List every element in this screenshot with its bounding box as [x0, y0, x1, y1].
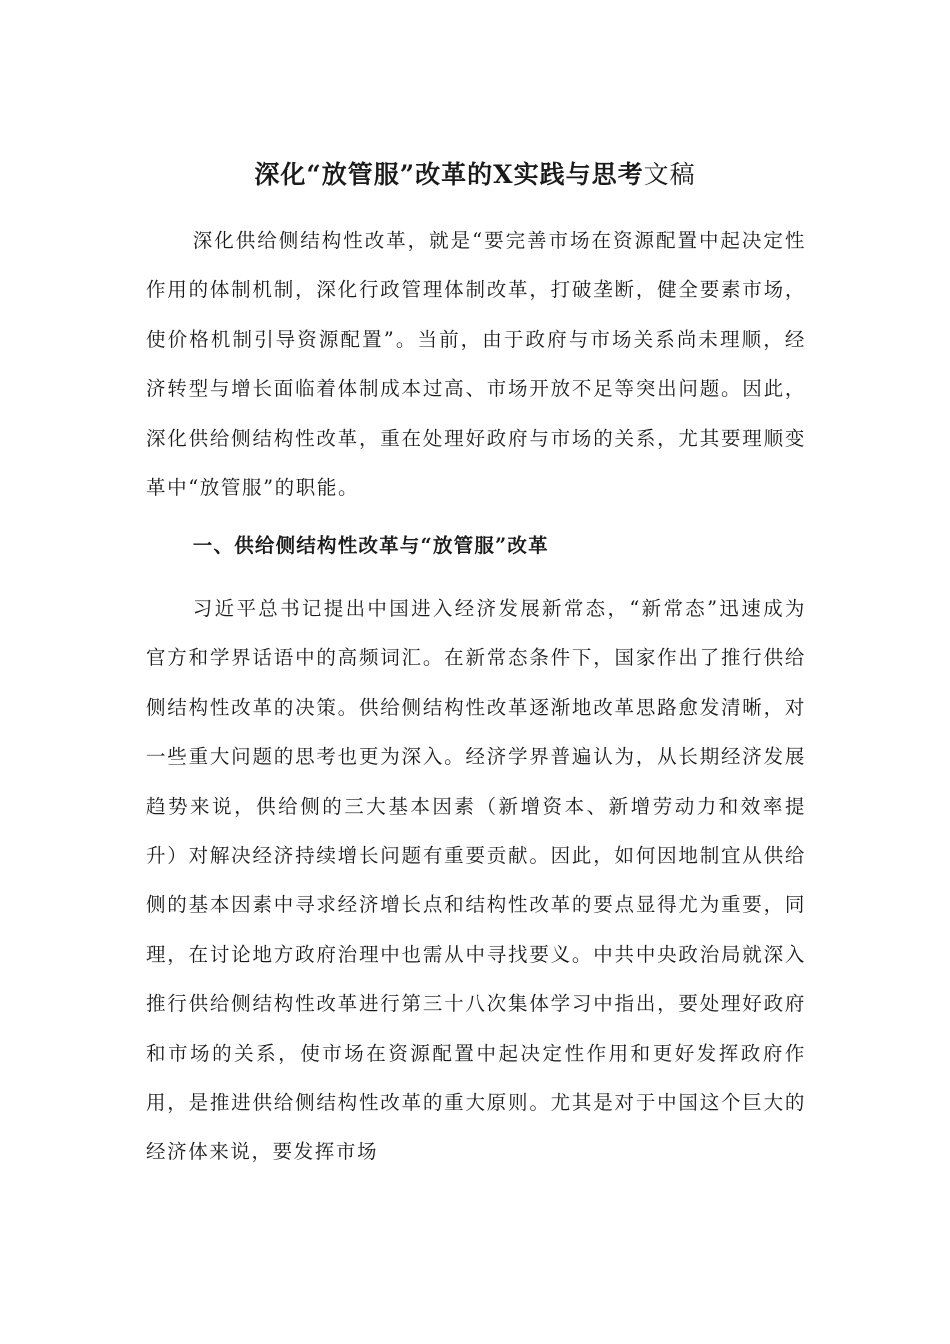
document-title	[0, 156, 950, 194]
title-suffix: 文稿	[643, 160, 696, 189]
title-main: 深化“放管服”改革的X实践与思考	[254, 160, 644, 189]
paragraph-section-1: 习近平总书记提出中国进入经济发展新常态，“新常态”迅速成为官方和学界话语中的高频词汇。在新常态条件下，国家作出了推行供给侧结构性改革的决策。供给侧结构性改革逐渐地改革思路愈发清晰，对一些重大问题的思考也更为深入。经济学界普遍认为，从长期经济发展趋势来说，供给侧的三大基本因素（新增资本、新增劳动力和效率提升）对解决经济持续增长问题有重要贡献。因此，如何因地制宜从供给侧的基本因素中寻求经济增长点和结构性改革的要点显得尤为重要，同理，在讨论地方政府治理中也需从中寻找要义。中共中央政治局就深入推行供给侧结构性改革进行第三十八次集体学习中指出，要处理好政府和市场的关系，使市场在资源配置中起决定性作用和更好发挥政府作用，是推进供给侧结构性改革的重大原则。尤其是对于中国这个巨大的经济体来说，要发挥市场	[146, 597, 806, 1164]
section-heading: 一、供给侧结构性改革与“放管服”改革	[192, 534, 549, 557]
paragraph-intro: 深化供给侧结构性改革，就是“要完善市场在资源配置中起决定性作用的体制机制，深化行政管理体制改革，打破垄断，健全要素市场，使价格机制引导资源配置”。当前，由于政府与市场关系尚未理顺，经济转型与增长面临着体制成本过高、市场开放不足等突出问题。因此，深化供给侧结构性改革，重在处理好政府与市场的关系，尤其要理顺变革中“放管服”的职能。	[146, 229, 806, 500]
